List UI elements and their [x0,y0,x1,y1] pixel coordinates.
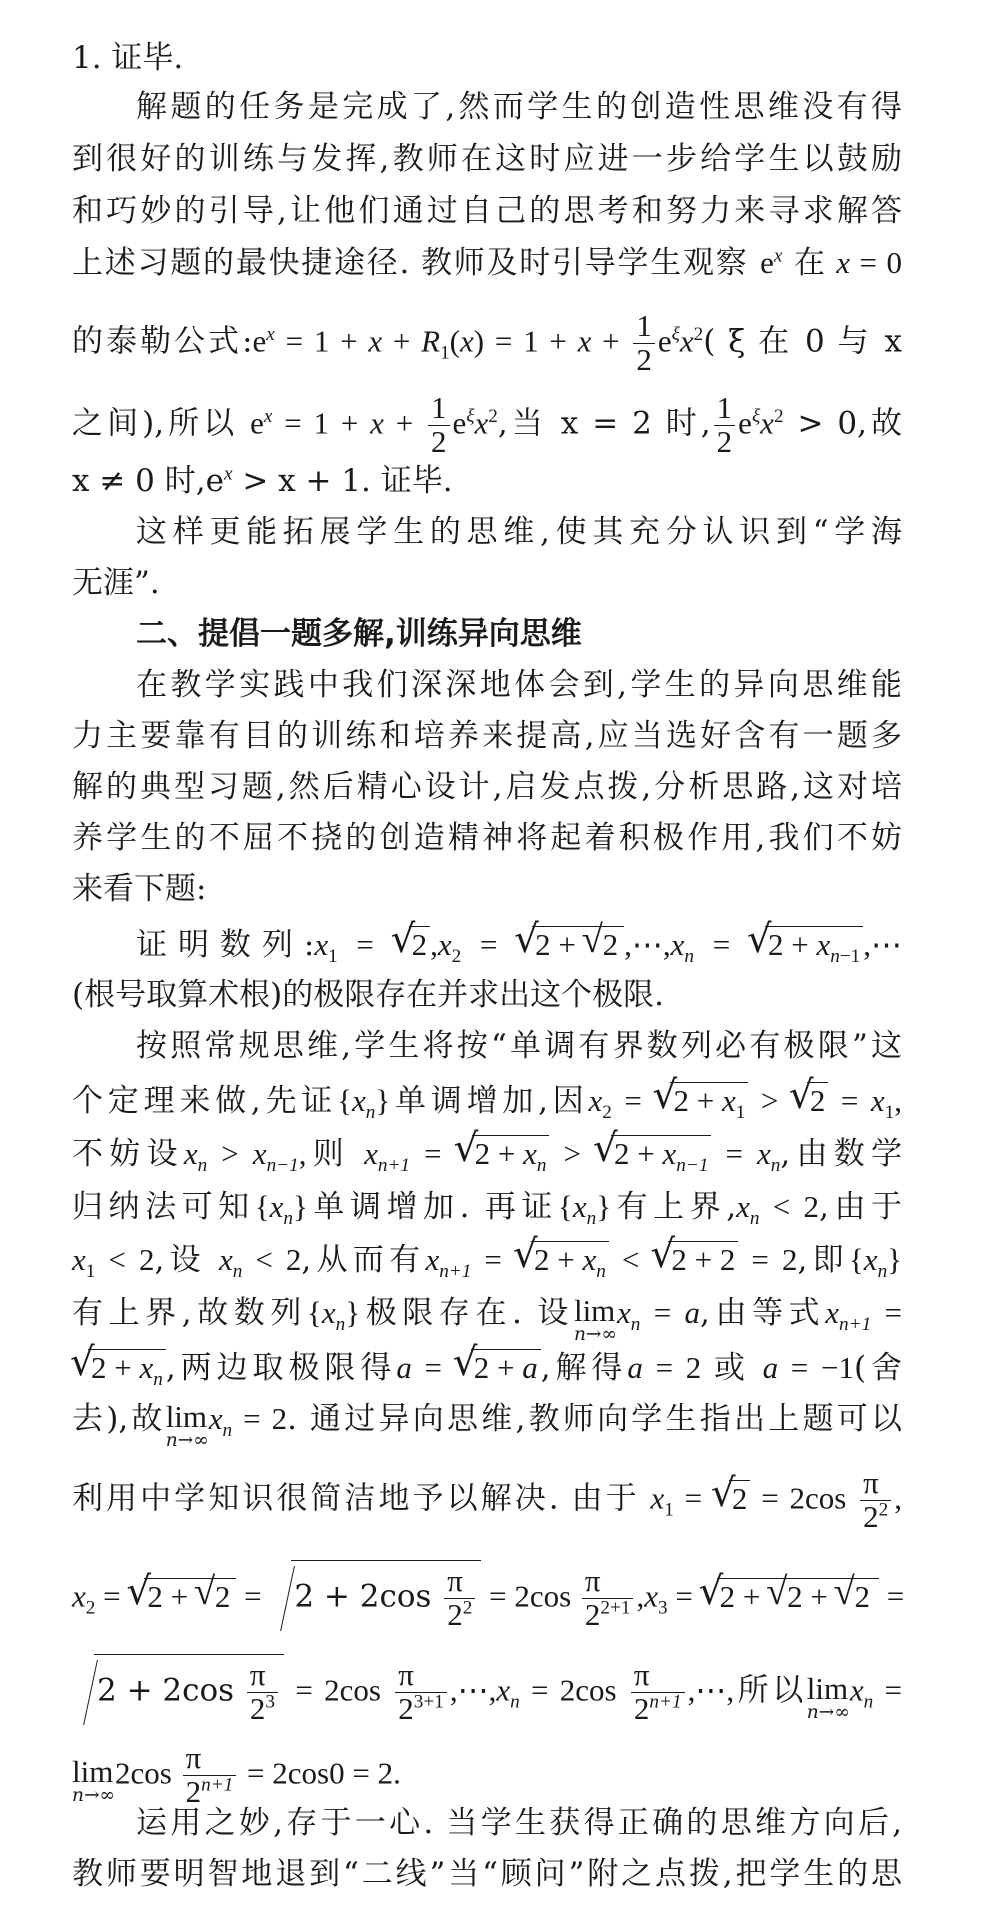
fraction: $\frac{1}{2}$ [428,392,450,458]
math-line: $x_1 < 2$,设 $x_n < 2$,从而有$x_{n+1}$ = √ $2 + x_n$ < √ 2 + 2 = 2,即$\{x_n\}$ [72,1240,902,1280]
fraction: $\frac{\pi}{2^{2+1}}$ [582,1565,634,1631]
text-line: 在教学实践中我们深深地体会到,学生的异向思维能 [136,667,902,703]
text-line: 来看下题: [72,871,207,907]
math-line: 2 + 2cos $\frac{\pi}{2^3}$ = 2cos $\frac{\pi}{2^{3+1}}$ $,\cdots,x_n = 2\cos$ $\frac{\pi}{2^{n+1}}$ ,⋯,所以 lim n→∞ $x_n$ = [72,1654,902,1725]
text-line: 和巧妙的引导,让他们通过自己的思考和努力来寻求解答 [72,193,902,229]
text-line: 解题的任务是完成了,然而学生的创造性思维没有得 [136,89,902,125]
math-line: 个定理来做,先证$\{x_n\}$单调增加,因$x_2$ = √ $2 + x_1$ > √ $2 = x_1$, [72,1081,902,1121]
text-line: 这样更能拓展学生的思维,使其充分认识到“学海 [136,514,902,550]
text-line: (根号取算术根)的极限存在并求出这个极限. [72,977,665,1013]
math-line: 利用中学知识很简洁地予以解决. 由于 $x_1$ = √ 2 = 2cos $\frac{\pi}{2^2}$ , [72,1467,902,1533]
text-line: 养学生的不屈不挠的创造精神将起着积极作用,我们不妨 [72,820,902,856]
text-line: 运用之妙,存于一心. 当学生获得正确的思维方向后, [136,1805,902,1841]
text-line: 上述习题的最快捷途径. 教师及时引导学生观察 $e^x$ 在 x = 0 [72,245,903,281]
fraction: $\frac{1}{2}$ [633,310,655,376]
text-line: 解的典型习题,然后精心设计,启发点拨,分析思路,这对培 [72,769,902,805]
text-line: 教师要明智地退到“二线”当“顾问”附之点拨,把学生的思 [72,1856,902,1892]
fraction: $\frac{1}{2}$ [714,392,736,458]
math-line: $x_2$ = √ 2 + √ 2 = 2 + 2cos $\frac{\pi}{2^2}$ = 2cos $\frac{\pi}{2^{2+1}}$ $,x_3$ = √ 2 + √ 2 + √ 2 = [72,1560,902,1631]
text-line: 无涯”. [72,565,160,601]
math-line: 不妨设$x_n > x_{n-1}$,则 $x_{n+1}$ = √ $2 + x_n$ > √ $2 + x_{n-1} = x_n$,由数学 [72,1134,902,1174]
text-line: 到很好的训练与发挥,教师在这时应进一步给学生以鼓励 [72,141,902,177]
fraction: $\frac{\pi}{2^{3+1}}$ [395,1659,447,1725]
text-line: 按照常规思维,学生将按“单调有界数列必有极限”这 [136,1028,902,1064]
math-line: √ $2 + x_n$,两边取极限得a = √ 2 + a,解得a = 2 或 a = −1(舍 [72,1348,902,1388]
math-line: 归纳法可知$\{x_n\}$单调增加. 再证$\{x_n\}$有上界$,x_n < 2$,由于 [72,1189,903,1230]
math-line: lim n→∞ 2cos $\frac{\pi}{2^{n+1}}$ = 2cos0 = 2. [72,1740,401,1809]
math-line: 证明数列$:x_1$ = √ $2,x_2$ = √ 2 + √ 2 $,\cdots,x_n$ = √ $2 + x_{n-1},\cdots$ [72,925,902,965]
fraction: $\frac{\pi}{2^{n+1}}$ [631,1659,685,1725]
math-line: 去),故 lim n→∞ $x_n = 2$. 通过异向思维,教师向学生指出上题可以 [72,1399,903,1452]
math-line: 之间),所以 $e^x = 1 + x$ + $\frac{1}{2}$ $e^\xi x^2$,当 x = 2 时, $\frac{1}{2}$ $e^\xi x^2 > 0$,故 [72,390,903,459]
fraction: $\frac{\pi}{2^2}$ [860,1467,891,1533]
text-line: x ≠ 0 时$,e^x > x + 1$. 证毕. [72,463,453,499]
math-line: 有上界,故数列$\{x_n\}$极限存在. 设 lim n→∞ $x_n = a$,由等式$x_{n+1}$ = [72,1293,903,1346]
math-line: 的泰勒公式$:e^x = 1 + x + R_1(x) = 1 + x$ + $\frac{1}{2}$ $e^\xi x^2$( ξ 在 0 与 x [72,308,903,377]
text-line: 1. 证毕. [72,40,184,76]
text-line: 力主要靠有目的训练和培养来提高,应当选好含有一题多 [72,718,902,754]
section-heading: 二、提倡一题多解,训练异向思维 [136,616,582,652]
fraction: $\frac{\pi}{2^{n+1}}$ [183,1742,237,1808]
